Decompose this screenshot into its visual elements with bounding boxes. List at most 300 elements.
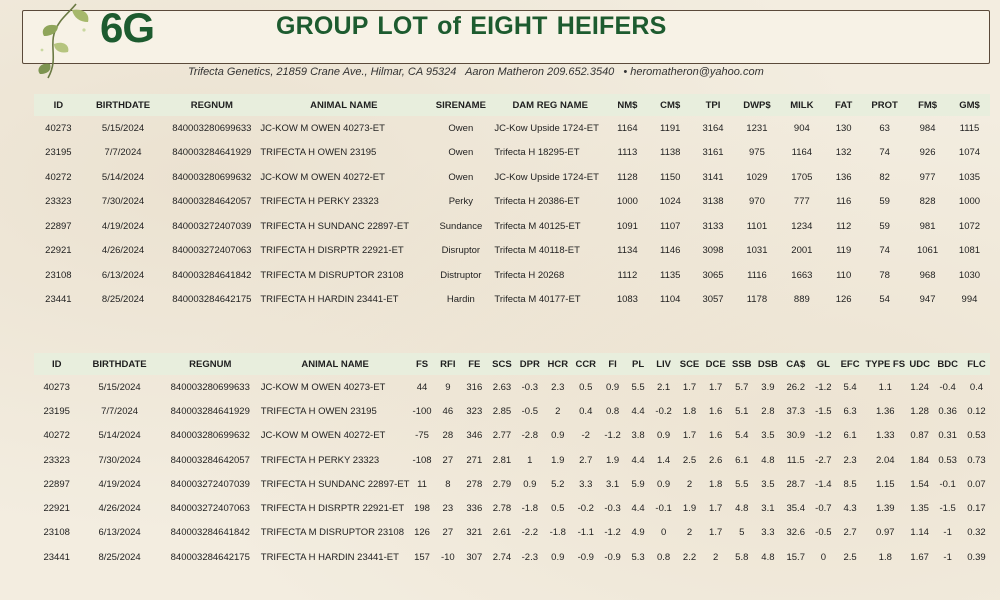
cell-milk: 1234 — [791, 220, 813, 232]
cell-ccr: -0.2 — [577, 503, 594, 515]
cell-fat: 136 — [835, 171, 852, 183]
cell-id: 23195 — [45, 147, 72, 159]
cell-gl: -1.4 — [815, 478, 832, 490]
cell-flc: 0.53 — [967, 430, 986, 442]
cell-sce: 2 — [686, 478, 693, 490]
cell-ca-dollar: 35.4 — [786, 503, 805, 515]
column-header-cm-dollar: CM$ — [649, 94, 692, 116]
cell-gm-dollar: 1035 — [958, 171, 981, 183]
cell-dam-reg-name: Trifecta M 40118-ET — [494, 245, 580, 257]
column-header-dce: DCE — [702, 353, 729, 375]
cell-bdc: 0.31 — [938, 430, 957, 442]
column-header-liv: LIV — [650, 353, 677, 375]
cell-fm-dollar: 926 — [919, 147, 936, 159]
cell-dsb: 2.8 — [761, 405, 775, 417]
table-row — [34, 448, 990, 472]
cell-regnum: 840003284641842 — [170, 527, 250, 539]
cell-dwp-dollar: 975 — [749, 147, 765, 159]
cell-fs: -75 — [415, 430, 429, 442]
cell-dce: 2.6 — [709, 454, 723, 466]
cell-type-fs: 2.04 — [876, 454, 895, 466]
page-title: GROUP LOT of EIGHT HEIFERS — [276, 12, 667, 40]
cell-animal-name: JC-KOW M OWEN 40273-ET — [260, 122, 385, 134]
cell-dsb: 3.5 — [761, 430, 775, 442]
cell-type-fs: 1.33 — [876, 430, 895, 442]
cell-rfi: 8 — [445, 478, 451, 490]
vine-decoration-icon — [28, 0, 108, 86]
cell-sirename: Owen — [448, 171, 474, 183]
cell-ssb: 5.1 — [735, 405, 749, 417]
cell-scs: 2.74 — [492, 551, 512, 563]
cell-birthdate: 5/15/2024 — [98, 381, 141, 393]
cell-type-fs: 1.15 — [876, 478, 895, 490]
cell-gm-dollar: 1000 — [958, 196, 981, 208]
cell-birthdate: 4/19/2024 — [101, 220, 145, 232]
cell-sirename: Owen — [448, 147, 474, 159]
contact-line — [188, 66, 770, 78]
table-row — [34, 263, 990, 288]
cell-ca-dollar: 11.5 — [786, 454, 805, 466]
cell-id: 23323 — [45, 196, 72, 208]
cell-bdc: -1.5 — [939, 503, 956, 515]
column-header-pl: PL — [626, 353, 650, 375]
cell-pl: 4.4 — [631, 503, 645, 515]
cell-ssb: 6.1 — [735, 454, 749, 466]
cell-dsb: 3.9 — [761, 381, 775, 393]
cell-fe: 346 — [466, 430, 483, 442]
table-row — [34, 521, 990, 545]
cell-prot: 54 — [879, 294, 890, 306]
cell-gl: -0.5 — [815, 527, 832, 539]
column-header-milk: MILK — [779, 94, 824, 116]
cell-nm-dollar: 1164 — [617, 122, 638, 134]
cell-id: 23108 — [45, 269, 72, 281]
cell-animal-name: TRIFECTA M DISRUPTOR 23108 — [260, 269, 404, 281]
column-header-scs: SCS — [488, 353, 517, 375]
column-header-ssb: SSB — [729, 353, 754, 375]
health-type-table — [34, 353, 990, 569]
cell-animal-name: TRIFECTA H SUNDANC 22897-ET — [260, 478, 410, 490]
cell-ccr: -0.9 — [577, 551, 594, 563]
cell-gm-dollar: 1074 — [958, 147, 981, 159]
cell-rfi: 23 — [442, 503, 454, 515]
cell-prot: 74 — [879, 245, 890, 257]
cell-id: 22921 — [43, 503, 70, 515]
cell-rfi: 28 — [442, 430, 454, 442]
cell-liv: 1.4 — [657, 454, 671, 466]
cell-scs: 2.63 — [492, 381, 512, 393]
cell-sce: 1.9 — [682, 503, 697, 515]
table-row — [34, 424, 990, 448]
column-header-regnum: REGNUM — [163, 94, 260, 116]
cell-ccr: -1.1 — [577, 527, 594, 539]
cell-fm-dollar: 984 — [919, 122, 936, 134]
column-header-fat: FAT — [824, 94, 863, 116]
cell-regnum: 840003284642057 — [172, 196, 252, 208]
cell-prot: 59 — [879, 220, 890, 232]
cell-dpr: 1 — [527, 454, 533, 466]
cell-dam-reg-name: Trifecta H 20386-ET — [494, 196, 580, 208]
column-header-id: ID — [34, 353, 79, 375]
cell-fi: 0.9 — [605, 381, 620, 393]
cell-ccr: 3.3 — [579, 478, 593, 490]
column-header-rfi: RFI — [435, 353, 461, 375]
cell-gm-dollar: 1030 — [958, 269, 981, 281]
cell-dwp-dollar: 1116 — [747, 269, 767, 281]
cell-animal-name: TRIFECTA H PERKY 23323 — [260, 196, 379, 208]
cell-efc: 6.1 — [843, 430, 857, 442]
cell-sce: 1.7 — [682, 430, 697, 442]
cell-flc: 0.73 — [967, 454, 986, 466]
cell-fs: 157 — [414, 551, 430, 563]
cell-gl: 0 — [820, 551, 826, 563]
cell-fm-dollar: 968 — [919, 269, 936, 281]
column-header-efc: EFC — [837, 353, 864, 375]
table-row — [34, 141, 990, 166]
cell-udc: 1.67 — [910, 551, 929, 563]
cell-dce: 1.7 — [709, 527, 723, 539]
cell-cm-dollar: 1150 — [659, 171, 681, 183]
cell-birthdate: 5/15/2024 — [101, 122, 145, 134]
cell-id: 23108 — [43, 527, 70, 539]
cell-fe: 278 — [466, 478, 483, 490]
cell-scs: 2.85 — [492, 405, 512, 417]
cell-flc: 0.4 — [969, 381, 984, 393]
cell-liv: -0.2 — [655, 405, 672, 417]
cell-ssb: 5.7 — [735, 381, 749, 393]
cell-milk: 2001 — [791, 245, 813, 257]
cell-sirename: Perky — [448, 196, 473, 208]
table-row — [34, 239, 990, 264]
cell-type-fs: 1.36 — [876, 405, 895, 417]
cell-animal-name: TRIFECTA H DISRPTR 22921-ET — [260, 503, 405, 515]
column-header-dam-reg-name: DAM REG NAME — [494, 94, 606, 116]
cell-ccr: 0.5 — [579, 381, 593, 393]
cell-efc: 4.3 — [843, 503, 857, 515]
cell-rfi: 9 — [445, 381, 451, 393]
column-header-gl: GL — [810, 353, 837, 375]
cell-ccr: 2.7 — [579, 454, 593, 466]
cell-nm-dollar: 1091 — [616, 220, 638, 232]
cell-fm-dollar: 977 — [919, 171, 936, 183]
cell-fi: -0.9 — [604, 551, 621, 563]
column-header-udc: UDC — [907, 353, 932, 375]
cell-regnum: 840003272407063 — [170, 503, 250, 515]
cell-sirename: Distruptor — [440, 269, 482, 281]
cell-id: 22897 — [45, 220, 72, 232]
cell-dwp-dollar: 1178 — [746, 294, 768, 306]
column-header-dsb: DSB — [754, 353, 781, 375]
cell-fm-dollar: 828 — [919, 196, 936, 208]
cell-rfi: 27 — [442, 454, 454, 466]
cell-dwp-dollar: 1029 — [746, 171, 768, 183]
cell-sce: 2 — [686, 527, 693, 539]
cell-birthdate: 8/25/2024 — [98, 551, 141, 563]
column-header-regnum: REGNUM — [160, 353, 261, 375]
cell-hcr: 5.2 — [551, 478, 565, 490]
cell-efc: 2.5 — [843, 551, 857, 563]
cell-prot: 82 — [879, 171, 890, 183]
column-header-birthdate: BIRTHDATE — [79, 353, 159, 375]
column-header-gm-dollar: GM$ — [949, 94, 990, 116]
cell-fs: 44 — [416, 381, 428, 393]
cell-pl: 5.5 — [631, 381, 645, 393]
cell-regnum: 840003284642057 — [170, 454, 250, 466]
farm-address: Trifecta Genetics, 21859 Crane Ave., Hilmar, CA 95324 — [188, 66, 457, 78]
table-row — [34, 116, 990, 141]
cell-gm-dollar: 994 — [961, 294, 978, 306]
column-header-bdc: BDC — [932, 353, 963, 375]
cell-dpr: -2.3 — [521, 551, 539, 563]
cell-nm-dollar: 1112 — [617, 269, 638, 281]
cell-dce: 1.6 — [709, 405, 723, 417]
cell-hcr: 1.9 — [551, 454, 565, 466]
cell-dpr: -0.5 — [521, 405, 539, 417]
cell-gl: -1.2 — [815, 381, 832, 393]
table-row — [34, 472, 990, 496]
cell-dpr: -0.3 — [521, 381, 539, 393]
cell-fat: 110 — [836, 269, 852, 281]
cell-id: 23195 — [43, 405, 70, 417]
cell-animal-name: TRIFECTA H HARDIN 23441-ET — [260, 551, 399, 563]
cell-milk: 1164 — [791, 147, 813, 159]
cell-regnum: 840003284641842 — [172, 269, 252, 281]
cell-prot: 74 — [879, 147, 890, 159]
cell-ssb: 5.5 — [735, 478, 749, 490]
cell-cm-dollar: 1138 — [659, 147, 681, 159]
cell-fat: 116 — [836, 196, 852, 208]
cell-tpi: 3065 — [702, 269, 724, 281]
cell-flc: 0.12 — [967, 405, 986, 417]
column-header-dpr: DPR — [516, 353, 543, 375]
table-row — [34, 399, 990, 423]
cell-animal-name: TRIFECTA H DISRPTR 22921-ET — [260, 245, 404, 257]
cell-id: 40272 — [43, 430, 70, 442]
cell-regnum: 840003280699633 — [170, 381, 250, 393]
column-header-type-fs: TYPE FS — [864, 353, 907, 375]
column-header-birthdate: BIRTHDATE — [83, 94, 164, 116]
cell-regnum: 840003280699632 — [170, 430, 250, 442]
cell-sirename: Disruptor — [441, 245, 481, 257]
cell-hcr: 0.9 — [551, 551, 565, 563]
column-header-sirename: SIRENAME — [427, 94, 494, 116]
cell-ssb: 4.8 — [735, 503, 749, 515]
cell-dsb: 4.8 — [761, 454, 775, 466]
column-header-sce: SCE — [677, 353, 702, 375]
cell-tpi: 3141 — [702, 171, 724, 183]
cell-fi: 1.9 — [605, 454, 620, 466]
cell-bdc: 0.36 — [938, 405, 957, 417]
cell-fs: 11 — [417, 478, 427, 490]
cell-dsb: 4.8 — [761, 551, 775, 563]
cell-fe: 336 — [466, 503, 483, 515]
cell-efc: 2.7 — [843, 527, 857, 539]
cell-birthdate: 4/19/2024 — [98, 478, 141, 490]
cell-ca-dollar: 32.6 — [786, 527, 805, 539]
cell-ccr: 0.4 — [579, 405, 593, 417]
cell-gm-dollar: 1081 — [958, 245, 981, 257]
cell-cm-dollar: 1104 — [659, 294, 681, 306]
cell-pl: 5.3 — [631, 551, 645, 563]
cell-animal-name: TRIFECTA H HARDIN 23441-ET — [260, 294, 399, 306]
cell-birthdate: 7/30/2024 — [98, 454, 141, 466]
cell-sce: 2.2 — [682, 551, 697, 563]
cell-bdc: -0.4 — [939, 381, 956, 393]
cell-regnum: 840003280699633 — [172, 122, 252, 134]
contact-email: • heromatheron@yahoo.com — [623, 66, 764, 78]
lot-number: 6G — [100, 4, 155, 51]
cell-type-fs: 1.1 — [878, 381, 892, 393]
cell-fs: -100 — [412, 405, 432, 417]
cell-udc: 0.87 — [910, 430, 929, 442]
cell-dam-reg-name: Trifecta M 40125-ET — [494, 220, 581, 232]
cell-fs: 198 — [414, 503, 430, 515]
column-header-animal-name: ANIMAL NAME — [260, 94, 427, 116]
cell-animal-name: TRIFECTA H PERKY 23323 — [260, 454, 380, 466]
cell-bdc: -0.1 — [939, 478, 956, 490]
cell-regnum: 840003280699632 — [172, 171, 252, 183]
column-header-nm-dollar: NM$ — [606, 94, 649, 116]
column-header-hcr: HCR — [543, 353, 572, 375]
cell-tpi: 3057 — [702, 294, 724, 306]
cell-ca-dollar: 30.9 — [786, 430, 805, 442]
cell-dsb: 3.3 — [761, 527, 775, 539]
cell-dwp-dollar: 1231 — [746, 122, 768, 134]
cell-tpi: 3138 — [702, 196, 724, 208]
cell-dce: 1.8 — [709, 478, 723, 490]
cell-gl: -0.7 — [815, 503, 832, 515]
cell-rfi: 27 — [442, 527, 454, 539]
cell-liv: 0 — [660, 527, 667, 539]
cell-liv: 0.9 — [657, 478, 671, 490]
cell-pl: 4.9 — [631, 527, 645, 539]
cell-regnum: 840003284642175 — [170, 551, 250, 563]
cell-birthdate: 7/7/2024 — [101, 405, 139, 417]
cell-regnum: 840003272407039 — [170, 478, 250, 490]
cell-regnum: 840003272407039 — [172, 220, 252, 232]
cell-fe: 307 — [466, 551, 483, 563]
cell-gl: -1.2 — [815, 430, 832, 442]
cell-efc: 6.3 — [843, 405, 857, 417]
cell-fe: 321 — [466, 527, 483, 539]
cell-pl: 5.9 — [631, 478, 645, 490]
column-header-prot: PROT — [863, 94, 906, 116]
cell-fi: -0.3 — [604, 503, 621, 515]
cell-fi: 3.1 — [605, 478, 620, 490]
cell-ca-dollar: 28.7 — [786, 478, 805, 490]
cell-udc: 1.24 — [910, 381, 929, 393]
cell-fs: -108 — [412, 454, 432, 466]
cell-dpr: 0.9 — [523, 478, 537, 490]
column-header-flc: FLC — [963, 353, 990, 375]
cell-birthdate: 8/25/2024 — [101, 294, 145, 306]
cell-flc: 0.39 — [967, 551, 986, 563]
cell-birthdate: 7/7/2024 — [104, 147, 142, 159]
cell-tpi: 3164 — [702, 122, 724, 134]
cell-dce: 1.7 — [709, 381, 723, 393]
cell-efc: 5.4 — [843, 381, 857, 393]
cell-dpr: -2.2 — [521, 527, 539, 539]
cell-prot: 63 — [879, 122, 890, 134]
cell-dwp-dollar: 1101 — [746, 220, 768, 232]
cell-animal-name: JC-KOW M OWEN 40272-ET — [260, 171, 385, 183]
cell-nm-dollar: 1000 — [616, 196, 638, 208]
cell-cm-dollar: 1024 — [659, 196, 681, 208]
cell-flc: 0.07 — [967, 478, 986, 490]
cell-fat: 112 — [836, 220, 852, 232]
cell-dce: 1.7 — [709, 503, 723, 515]
cell-milk: 889 — [793, 294, 810, 306]
cell-flc: 0.17 — [967, 503, 986, 515]
cell-sce: 1.8 — [682, 405, 697, 417]
cell-animal-name: JC-KOW M OWEN 40273-ET — [260, 381, 386, 393]
cell-nm-dollar: 1083 — [616, 294, 638, 306]
cell-tpi: 3161 — [702, 147, 724, 159]
table-row — [34, 214, 990, 239]
cell-milk: 1663 — [791, 269, 813, 281]
column-header-fs: FS — [409, 353, 434, 375]
cell-cm-dollar: 1146 — [659, 245, 681, 257]
cell-id: 40273 — [45, 122, 72, 134]
cell-fe: 316 — [466, 381, 483, 393]
column-header-id: ID — [34, 94, 83, 116]
cell-bdc: -1 — [943, 551, 952, 563]
cell-nm-dollar: 1113 — [617, 147, 638, 159]
cell-ca-dollar: 15.7 — [786, 551, 805, 563]
cell-ssb: 5.4 — [735, 430, 749, 442]
cell-prot: 59 — [879, 196, 890, 208]
cell-animal-name: TRIFECTA H SUNDANC 22897-ET — [260, 220, 410, 232]
cell-udc: 1.14 — [910, 527, 929, 539]
cell-fe: 323 — [466, 405, 483, 417]
cell-hcr: 0.9 — [551, 430, 565, 442]
cell-milk: 1705 — [791, 171, 813, 183]
cell-nm-dollar: 1134 — [617, 245, 638, 257]
table-row — [34, 496, 990, 520]
cell-id: 22897 — [43, 478, 70, 490]
cell-hcr: 2 — [555, 405, 561, 417]
table-row — [34, 375, 990, 399]
cell-liv: 0.8 — [657, 551, 671, 563]
column-header-fe: FE — [461, 353, 488, 375]
cell-birthdate: 5/14/2024 — [98, 430, 141, 442]
cell-animal-name: TRIFECTA H OWEN 23195 — [260, 147, 377, 159]
cell-gm-dollar: 1115 — [959, 122, 980, 134]
cell-fat: 119 — [836, 245, 852, 257]
cell-hcr: 2.3 — [551, 381, 565, 393]
cell-fat: 132 — [835, 147, 852, 159]
cell-dce: 2 — [712, 551, 719, 563]
column-header-ca-dollar: CA$ — [781, 353, 810, 375]
cell-fat: 126 — [835, 294, 852, 306]
cell-animal-name: TRIFECTA M DISRUPTOR 23108 — [260, 527, 405, 539]
cell-cm-dollar: 1135 — [659, 269, 681, 281]
cell-dwp-dollar: 1031 — [746, 245, 768, 257]
cell-birthdate: 6/13/2024 — [101, 269, 145, 281]
cell-fm-dollar: 1061 — [916, 245, 939, 257]
cell-fe: 271 — [466, 454, 483, 466]
cell-cm-dollar: 1191 — [659, 122, 681, 134]
column-header-fm-dollar: FM$ — [906, 94, 949, 116]
table-row — [34, 545, 990, 569]
cell-birthdate: 7/30/2024 — [101, 196, 145, 208]
cell-milk: 777 — [793, 196, 810, 208]
cell-id: 23441 — [43, 551, 70, 563]
column-header-animal-name: ANIMAL NAME — [261, 353, 410, 375]
cell-animal-name: JC-KOW M OWEN 40272-ET — [260, 430, 386, 442]
cell-bdc: -1 — [943, 527, 952, 539]
cell-ca-dollar: 37.3 — [786, 405, 805, 417]
